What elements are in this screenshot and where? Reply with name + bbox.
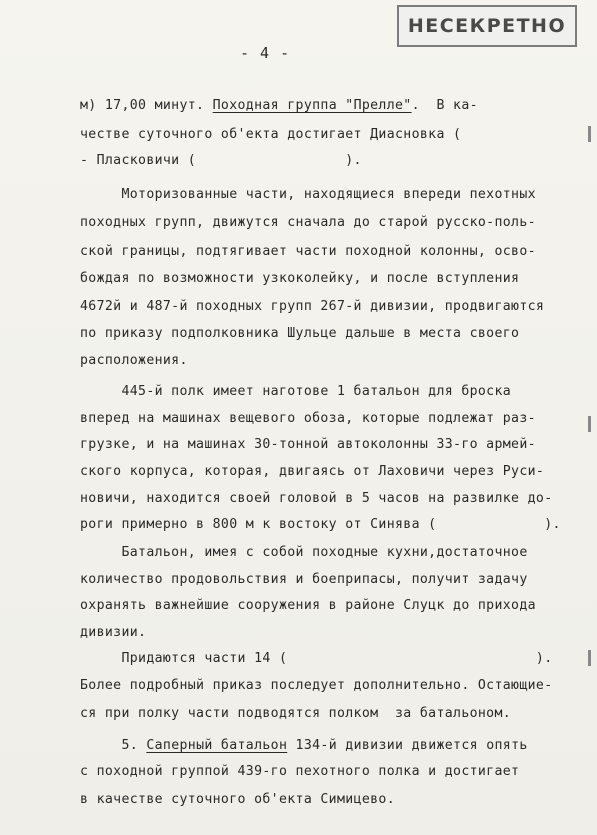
text-segment: количество продовольствия и боеприпасы, получит задачу: [80, 572, 528, 587]
text-line: [80, 299, 544, 314]
text-segment: походных групп, движутся сначала до старой русско-поль-: [80, 215, 536, 230]
text-line: [80, 625, 146, 640]
text-segment: м) 17,00 минут.: [80, 98, 213, 113]
text-segment: Моторизованные части, находящиеся впереди пехотных: [80, 187, 536, 202]
text-line: [80, 738, 528, 753]
text-segment: Придаются части 14 ( ).: [80, 651, 553, 666]
text-segment: дивизии.: [80, 625, 147, 640]
text-line: [80, 651, 553, 666]
margin-mark: [588, 650, 591, 666]
text-line: [80, 706, 511, 721]
text-line: [80, 384, 511, 399]
text-segment: в качестве суточного об'екта Симицево.: [80, 792, 396, 807]
text-segment: роги примерно в 800 м к востоку от Синява ( ).: [80, 517, 561, 532]
text-line: [80, 244, 536, 259]
text-line: [80, 517, 561, 532]
text-segment: - Пласковичи ( ).: [80, 153, 362, 168]
text-segment: . В ка-: [411, 98, 478, 113]
text-line: [80, 326, 519, 341]
text-line: [80, 353, 188, 368]
text-segment: ской границы, подтягивает части походной колонны, осво-: [80, 244, 536, 259]
underlined-text: Саперный батальон: [146, 738, 288, 753]
margin-mark: [588, 126, 591, 142]
text-segment: ского корпуса, которая, двигаясь от Лаховичи через Руси-: [80, 464, 545, 479]
text-segment: охранять важнейшие сооружения в районе Слуцк до прихода: [80, 598, 536, 613]
text-line: [80, 678, 553, 693]
classification-stamp: НЕСЕКРЕТНО: [397, 5, 577, 47]
text-segment: грузке, и на машинах 30-тонной автоколонны 33-го армей-: [80, 437, 536, 452]
text-line: [80, 764, 519, 779]
text-line: [80, 598, 536, 613]
text-segment: расположения.: [80, 353, 188, 368]
text-segment: Батальон, имея с собой походные кухни,достаточное: [80, 545, 528, 560]
text-line: [80, 215, 536, 230]
text-line: [80, 491, 553, 506]
text-segment: бождая по возможности узкоколейку, и после вступления: [80, 271, 520, 286]
text-line: [80, 153, 362, 168]
text-segment: Более подробный приказ последует дополнительно. Остающие-: [80, 678, 553, 693]
text-line: [80, 98, 478, 113]
text-segment: новичи, находится своей головой в 5 часов на развилке до-: [80, 491, 553, 506]
text-segment: по приказу подполковника Шульце дальше в места своего: [80, 326, 520, 341]
text-line: [80, 572, 528, 587]
margin-mark: [588, 416, 591, 432]
text-line: [80, 187, 536, 202]
text-line: [80, 437, 536, 452]
text-segment: 5.: [80, 738, 147, 753]
text-segment: с походной группой 439-го пехотного полка и достигает: [80, 764, 520, 779]
page-number: - 4 -: [240, 44, 291, 62]
text-segment: 445-й полк имеет наготове 1 батальон для броска: [80, 384, 512, 399]
text-segment: 4672й и 487-й походных групп 267-й дивизии, продвигаются: [80, 299, 545, 314]
text-line: [80, 545, 528, 560]
text-segment: ся при полку части подводятся полком за батальоном.: [80, 706, 512, 721]
text-segment: 134-й дивизии движется опять: [287, 738, 528, 753]
text-line: [80, 127, 461, 142]
text-line: [80, 271, 519, 286]
text-segment: вперед на машинах вещевого обоза, которые подлежат раз-: [80, 411, 536, 426]
text-segment: честве суточного об'екта достигает Диасновка (: [80, 127, 462, 142]
text-line: [80, 464, 544, 479]
underlined-text: Походная группа "Прелле": [212, 98, 412, 113]
text-line: [80, 411, 536, 426]
text-line: [80, 792, 395, 807]
